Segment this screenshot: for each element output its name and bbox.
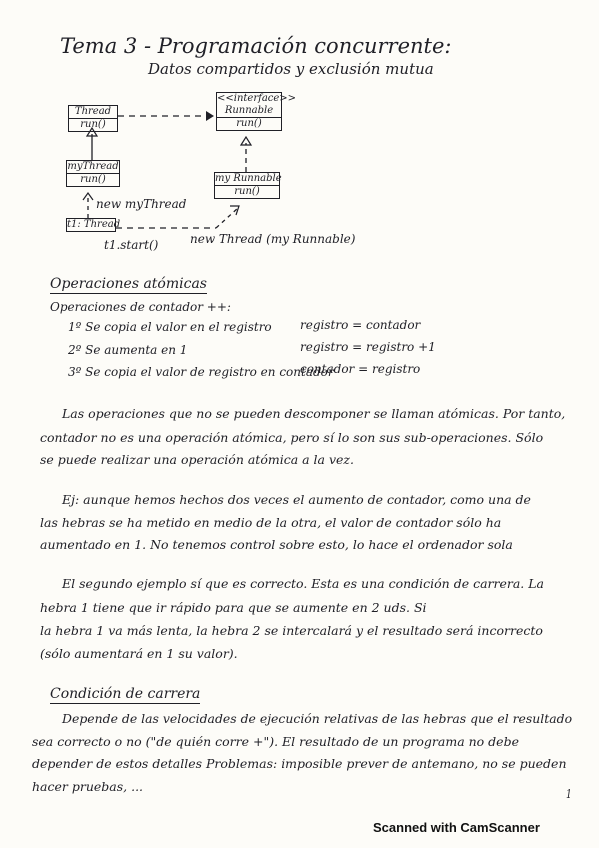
paragraph-race-line-3: depender de estos detalles Problemas: imposible prever de antemano, no se pueden <box>32 756 567 771</box>
mythread-class-name: myThread <box>67 161 119 172</box>
step-3-text: 3º Se copia el valor de registro en contador <box>68 365 334 379</box>
interface-stereotype: <<interface>> <box>217 93 297 104</box>
step-3-code: contador = registro <box>300 362 421 376</box>
paragraph-example-line-1: Ej: aunque hemos hechos dos veces el aumento de contador, como una de <box>62 492 531 507</box>
step-2-code: registro = registro +1 <box>300 340 436 354</box>
page-subtitle: Datos compartidos y exclusión mutua <box>148 60 434 78</box>
paragraph-second-line-2: hebra 1 tiene que ir rápido para que se aumente en 2 uds. Si <box>40 600 427 615</box>
page-number: 1 <box>566 787 572 801</box>
myrunnable-class-box <box>214 172 280 199</box>
myrunnable-class-name: my Runnable <box>215 173 282 184</box>
paragraph-atomic-line-1: Las operaciones que no se pueden descomponer se llaman atómicas. Por tanto, <box>62 406 566 421</box>
section-heading-atomic: Operaciones atómicas <box>50 276 207 292</box>
mythread-run-method: run() <box>67 173 119 186</box>
paragraph-example-line-3: aumentado en 1. No tenemos control sobre esto, lo hace el ordenador sola <box>40 537 513 552</box>
paragraph-race-line-1: Depende de las velocidades de ejecución relativas de las hebras que el resultado <box>62 711 573 726</box>
thread-class-name: Thread <box>74 106 112 117</box>
runnable-interface-box <box>216 92 297 131</box>
paragraph-second-line-4: (sólo aumentará en 1 su valor). <box>40 646 238 661</box>
start-call-label: t1.start() <box>104 238 159 252</box>
t1-instance-label: t1: Thread <box>67 219 121 230</box>
scanner-watermark: Scanned with CamScanner <box>373 820 540 835</box>
new-thread-label: new Thread (my Runnable) <box>190 232 356 246</box>
paragraph-atomic-line-3: se puede realizar una operación atómica a la vez. <box>40 452 354 467</box>
paragraph-example-line-2: las hebras se ha metido en medio de la otra, el valor de contador sólo ha <box>40 515 502 530</box>
step-2-text: 2º Se aumenta en 1 <box>68 343 188 357</box>
thread-run-method: run() <box>69 118 117 131</box>
page-title: Tema 3 - Programación concurrente: <box>60 34 452 58</box>
paragraph-second-line-1: El segundo ejemplo sí que es correcto. Esta es una condición de carrera. La <box>62 576 545 591</box>
step-1-text: 1º Se copia el valor en el registro <box>68 320 272 334</box>
paragraph-race-line-2: sea correcto o no ("de quién corre +"). El resultado de un programa no debe <box>32 734 519 749</box>
myrunnable-run-method: run() <box>215 185 279 198</box>
paragraph-atomic-line-2: contador no es una operación atómica, pero sí lo son sus sub-operaciones. Sólo <box>40 430 544 445</box>
runnable-run-method: run() <box>217 117 281 130</box>
step-1-code: registro = contador <box>300 318 421 332</box>
paragraph-race-line-4: hacer pruebas, ... <box>32 779 144 794</box>
new-mythread-label: new myThread <box>96 197 187 211</box>
runnable-interface-name: Runnable <box>224 105 274 116</box>
section-intro: Operaciones de contador ++: <box>50 300 231 314</box>
section-heading-race-condition: Condición de carrera <box>50 686 201 702</box>
t1-instance-box <box>66 218 121 232</box>
mythread-class-box <box>66 160 120 187</box>
paragraph-second-line-3: la hebra 1 va más lenta, la hebra 2 se intercalará y el resultado será incorrecto <box>40 623 543 638</box>
thread-class-box <box>68 105 118 132</box>
